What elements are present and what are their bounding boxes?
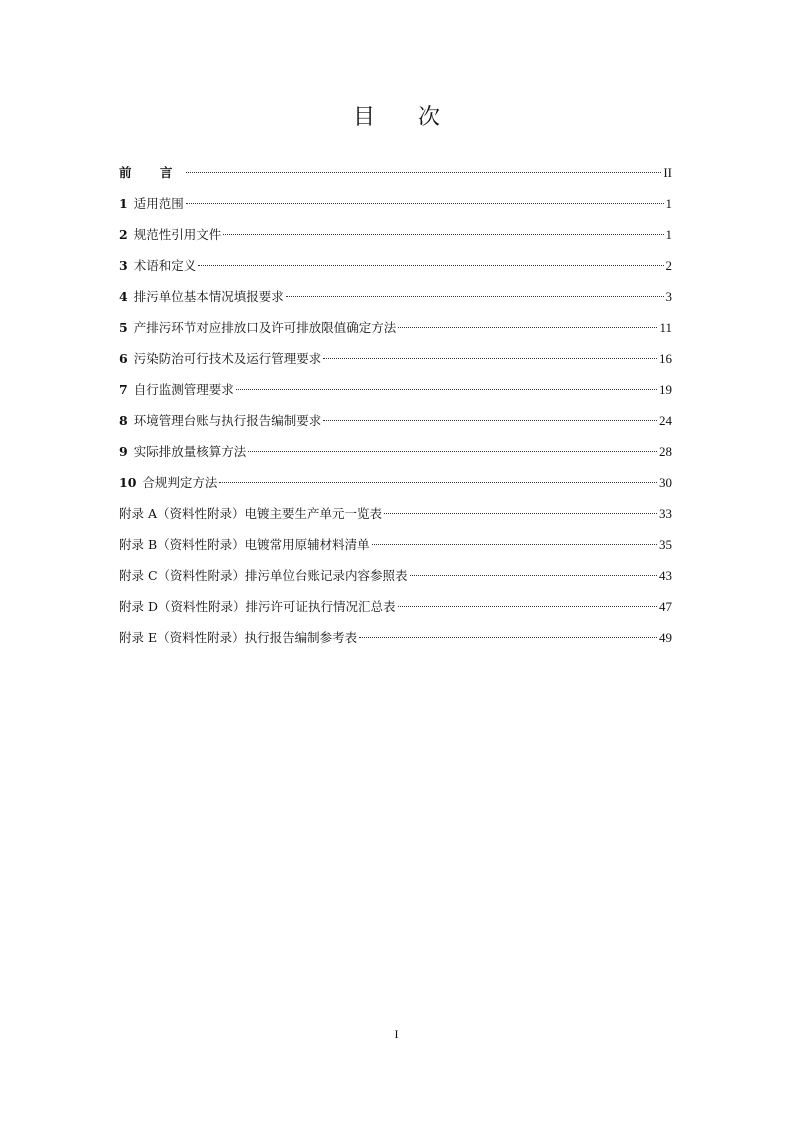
- toc-entry-appendix-b[interactable]: [119, 535, 672, 566]
- toc-entry-section-10[interactable]: [119, 473, 672, 504]
- page-number: I: [394, 1027, 399, 1041]
- toc-entry-label: 附录 D（资料性附录）排污许可证执行情况汇总表: [119, 599, 396, 614]
- toc-leader-dots: [359, 636, 657, 638]
- table-of-contents: [119, 163, 672, 659]
- toc-entry-number: 8: [119, 413, 128, 428]
- toc-entry-section-1[interactable]: [119, 194, 672, 225]
- toc-leader-dots: [398, 605, 658, 607]
- toc-entry-foreword[interactable]: [119, 163, 672, 194]
- toc-entry-number: 3: [119, 258, 128, 273]
- toc-entry-section-5[interactable]: [119, 318, 672, 349]
- toc-entry-section-6[interactable]: [119, 349, 672, 380]
- toc-entry-section-9[interactable]: [119, 442, 672, 473]
- toc-entry-number: 4: [119, 289, 128, 304]
- toc-entry-label: 排污单位基本情况填报要求: [133, 289, 284, 304]
- toc-leader-dots: [248, 450, 657, 452]
- toc-entry-label: 附录 A（资料性附录）电镀主要生产单元一览表: [119, 506, 383, 521]
- toc-leader-dots: [398, 326, 657, 328]
- toc-entry-appendix-a[interactable]: [119, 504, 672, 535]
- toc-entry-number: 1: [119, 196, 128, 211]
- toc-entry-page: 35: [659, 537, 672, 552]
- toc-leader-dots: [223, 233, 663, 235]
- toc-entry-section-2[interactable]: [119, 225, 672, 256]
- toc-entry-label: 附录 B（资料性附录）电镀常用原辅材料清单: [119, 537, 370, 552]
- toc-entry-page: 1: [665, 227, 672, 242]
- toc-entry-page: 11: [659, 320, 672, 335]
- toc-entry-label: 环境管理台账与执行报告编制要求: [133, 413, 322, 428]
- toc-entry-page: 47: [659, 599, 672, 614]
- toc-entry-page: 49: [659, 630, 672, 645]
- toc-leader-dots: [186, 202, 664, 204]
- toc-entry-page: II: [663, 165, 672, 180]
- toc-entry-number: 10: [119, 475, 137, 490]
- toc-entry-page: 2: [665, 258, 672, 273]
- toc-entry-label: 规范性引用文件: [133, 227, 222, 242]
- toc-entry-label: 附录 E（资料性附录）执行报告编制参考表: [119, 630, 358, 645]
- toc-leader-dots: [286, 295, 664, 297]
- toc-entry-appendix-d[interactable]: [119, 597, 672, 628]
- toc-entry-section-3[interactable]: [119, 256, 672, 287]
- toc-entry-page: 3: [665, 289, 672, 304]
- toc-leader-dots: [186, 171, 661, 173]
- toc-leader-dots: [410, 574, 657, 576]
- toc-leader-dots: [384, 512, 657, 514]
- toc-entry-label: 产排污环节对应排放口及许可排放限值确定方法: [133, 320, 397, 335]
- toc-entry-page: 28: [659, 444, 672, 459]
- toc-entry-number: 6: [119, 351, 128, 366]
- toc-entry-section-7[interactable]: [119, 380, 672, 411]
- toc-leader-dots: [198, 264, 663, 266]
- toc-leader-dots: [236, 388, 657, 390]
- toc-entry-appendix-e[interactable]: [119, 628, 672, 659]
- toc-entry-label: 附录 C（资料性附录）排污单位台账记录内容参照表: [119, 568, 408, 583]
- toc-entry-page: 19: [659, 382, 672, 397]
- toc-entry-section-4[interactable]: [119, 287, 672, 318]
- toc-entry-page: 43: [659, 568, 672, 583]
- page-title: 目 次: [353, 105, 458, 130]
- toc-entry-page: 1: [665, 196, 672, 211]
- toc-entry-page: 30: [659, 475, 672, 490]
- toc-entry-number: 7: [119, 382, 128, 397]
- toc-entry-label: 自行监测管理要求: [133, 382, 234, 397]
- toc-entry-page: 16: [659, 351, 672, 366]
- toc-leader-dots: [372, 543, 657, 545]
- toc-entry-number: 5: [119, 320, 128, 335]
- toc-entry-label: 术语和定义: [133, 258, 197, 273]
- toc-entry-page: 24: [659, 413, 672, 428]
- toc-entry-label: 前 言: [119, 165, 185, 180]
- toc-entry-label: 合规判定方法: [142, 475, 218, 490]
- toc-entry-label: 污染防治可行技术及运行管理要求: [133, 351, 322, 366]
- toc-leader-dots: [323, 419, 657, 421]
- toc-entry-number: 2: [119, 227, 128, 242]
- toc-entry-number: 9: [119, 444, 128, 459]
- toc-entry-page: 33: [659, 506, 672, 521]
- toc-leader-dots: [219, 481, 657, 483]
- toc-entry-label: 适用范围: [133, 196, 184, 211]
- toc-leader-dots: [323, 357, 657, 359]
- toc-entry-section-8[interactable]: [119, 411, 672, 442]
- toc-entry-appendix-c[interactable]: [119, 566, 672, 597]
- toc-entry-label: 实际排放量核算方法: [133, 444, 247, 459]
